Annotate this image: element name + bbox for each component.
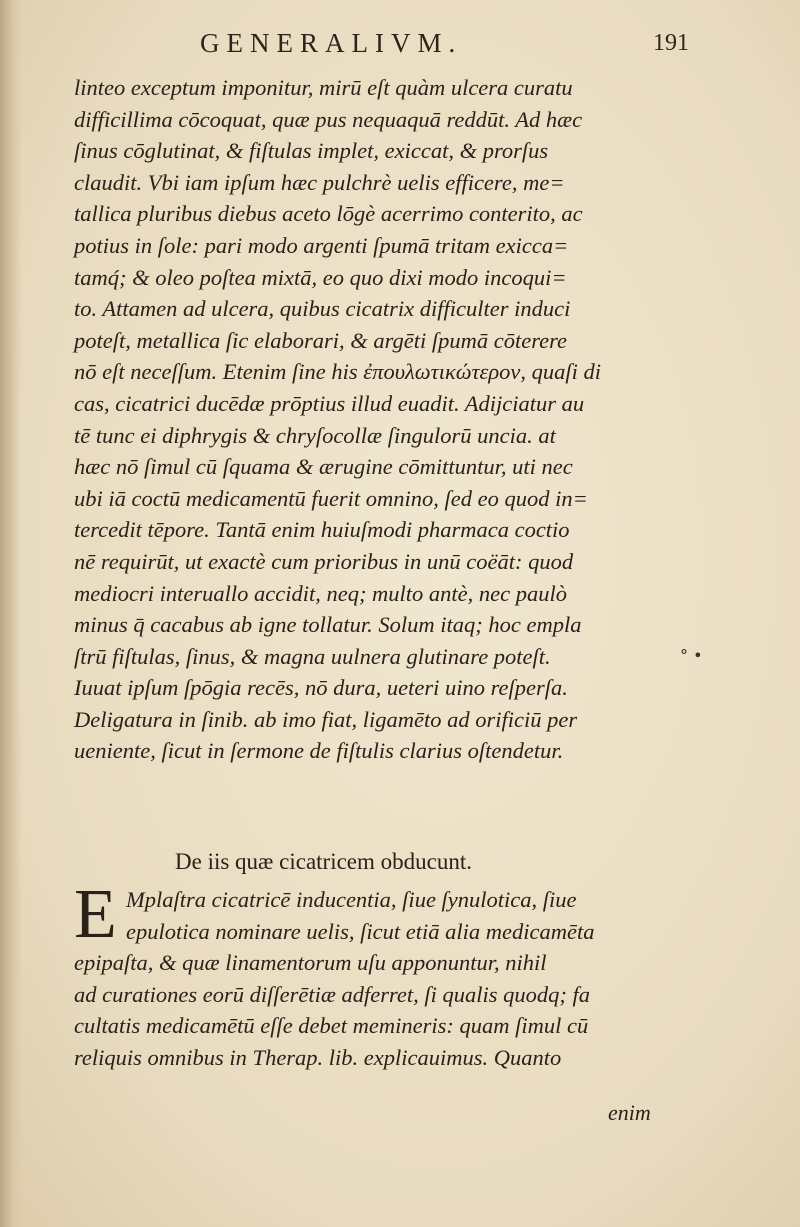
page-header	[0, 28, 800, 60]
drop-cap: E	[74, 876, 117, 953]
text-line: to. Attamen ad ulcera, quibus cicatrix difficulter induci	[74, 296, 571, 322]
paragraph-1	[74, 72, 674, 767]
text-line: cas, cicatrici ducēdæ prōptius illud euadit. Adijciatur au	[74, 390, 585, 416]
text-line: tamq́; & oleo poſtea mixtā, eo quo dixi modo incoqui=	[74, 264, 567, 290]
text-line: ubi iā coctū medicamentū fuerit omnino, ſed eo quod in=	[74, 485, 588, 511]
text-line: tallica pluribus diebus aceto lōgè acerrimo conterito, ac	[74, 201, 583, 227]
text-line: minus q̄ cacabus ab igne tollatur. Solum itaq; hoc empla	[74, 612, 582, 638]
text-line: linteo exceptum imponitur, mirū eſt quàm ulcera curatu	[74, 75, 573, 100]
text-line: tē tunc ei diphrygis & chryſocollæ ſingulorū uncia. at	[74, 422, 556, 448]
text-line: ad curationes eorū diſſerētiæ adferret, ſi qualis quodq; fa	[74, 981, 591, 1007]
marginal-mark-icon: ° •	[680, 646, 703, 665]
section-heading: De iis quæ cicatricem obducunt.	[175, 849, 473, 874]
text-line: nō eſt neceſſum. Etenim ſine his ἐπουλωτικώτερον, quaſi di	[74, 359, 602, 385]
text-line: Mplaſtra cicatricē inducentia, ſiue ſynulotica, ſiue	[126, 887, 577, 912]
page-number: 191	[653, 30, 689, 56]
text-line: difficillima cōcoquat, quæ pus nequaquā reddūt. Ad hæc	[74, 106, 583, 132]
text-line: epulotica nominare uelis, ſicut etiā alia medicamēta	[126, 918, 595, 944]
catchword: enim	[608, 1100, 651, 1125]
text-line: claudit. Vbi iam ipſum hæc pulchrè uelis efficere, me=	[74, 169, 565, 195]
text-line: nē requirūt, ut exactè cum prioribus in unū coëāt: quod	[74, 548, 574, 574]
text-line: poteſt, metallica ſic elaborari, & argēti ſpumā cōterere	[74, 327, 568, 353]
text-line: mediocri interuallo accidit, neq; multo antè, nec paulò	[74, 580, 568, 606]
text-line: cultatis medicamētū eſſe debet memineris: quam ſimul cū	[74, 1013, 589, 1039]
binding-gutter	[0, 0, 22, 1227]
paragraph-2	[74, 876, 674, 1074]
text-line: Deligatura in ſinib. ab imo fiat, ligamēto ad orificiū per	[74, 706, 578, 732]
text-line: ſtrū fiſtulas, ſinus, & magna uulnera glutinare poteſt.	[74, 643, 551, 669]
text-line: tercedit tēpore. Tantā enim huiuſmodi pharmaca coctio	[74, 517, 570, 543]
text-line: potius in ſole: pari modo argenti ſpumā tritam exicca=	[74, 232, 569, 258]
running-head: GENERALIVM.	[200, 28, 463, 58]
text-line: Iuuat ipſum ſpōgia recēs, nō dura, ueteri uino reſperſa.	[74, 675, 568, 701]
text-line: epipaſta, & quæ linamentorum uſu apponuntur, nihil	[74, 950, 547, 976]
text-line: ſinus cōglutinat, & fiſtulas implet, exiccat, & prorſus	[74, 138, 549, 164]
text-line: ueniente, ſicut in ſermone de fiſtulis clarius oſtendetur.	[74, 738, 564, 764]
text-line: hæc nō ſimul cū ſquama & ærugine cōmittuntur, uti nec	[74, 454, 573, 480]
text-line: reliquis omnibus in Therap. lib. explicauimus. Quanto	[74, 1044, 562, 1070]
